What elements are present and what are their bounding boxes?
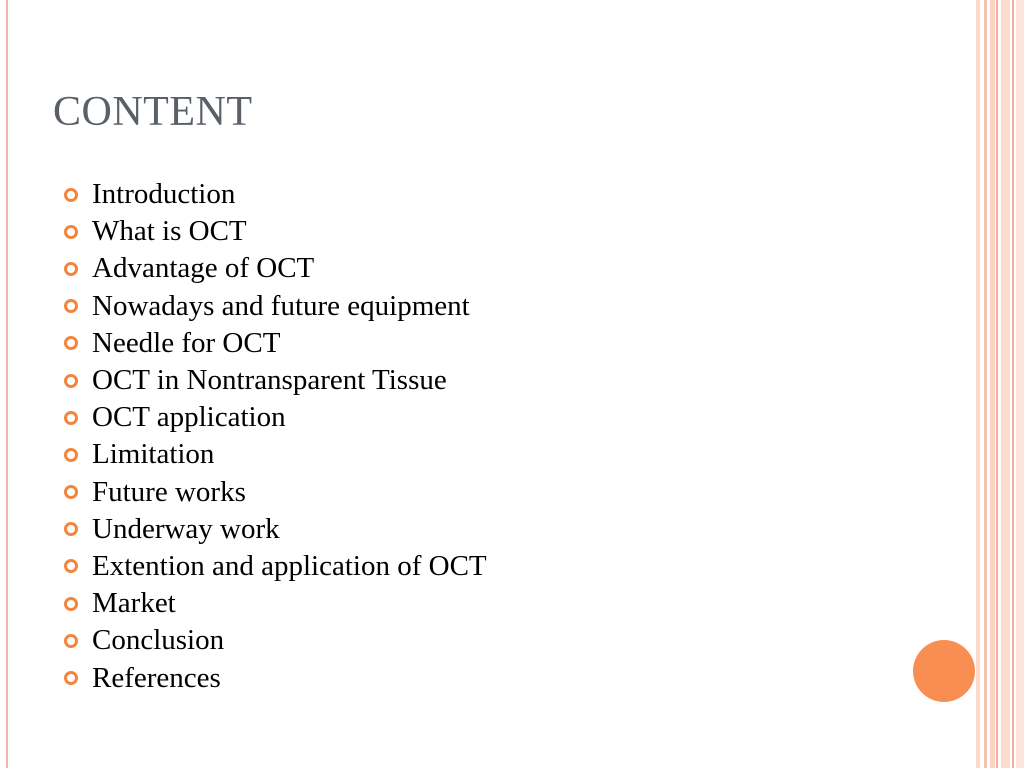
list-item — [64, 176, 487, 213]
slide-title: CONTENT — [53, 89, 253, 135]
list-item-label: Limitation — [92, 438, 215, 471]
list-item-label: Underway work — [92, 512, 280, 545]
list-item-label: Future works — [92, 475, 246, 508]
list-item — [64, 436, 487, 473]
bullet-icon — [64, 559, 78, 573]
right-decor-stripe — [1016, 0, 1024, 768]
list-item — [64, 548, 487, 585]
right-decor-stripe — [996, 0, 998, 768]
bullet-icon — [64, 225, 78, 239]
bullet-icon — [64, 671, 78, 685]
bullet-icon — [64, 374, 78, 388]
list-item-label: Nowadays and future equipment — [92, 289, 470, 322]
right-decor-stripe — [990, 0, 995, 768]
right-decor-stripe — [976, 0, 980, 768]
list-item-label: Introduction — [92, 178, 236, 211]
bullet-icon — [64, 634, 78, 648]
list-item-label: Market — [92, 587, 176, 620]
bullet-icon — [64, 336, 78, 350]
list-item — [64, 622, 487, 659]
list-item — [64, 213, 487, 250]
bullet-icon — [64, 448, 78, 462]
list-item-label: Extention and application of OCT — [92, 549, 487, 582]
bullet-icon — [64, 262, 78, 276]
list-item-label: Needle for OCT — [92, 326, 281, 359]
left-border-line — [6, 0, 8, 768]
right-decor-stripe — [984, 0, 987, 768]
list-item — [64, 659, 487, 696]
list-item-label: Conclusion — [92, 624, 225, 657]
list-item — [64, 474, 487, 511]
bullet-icon — [64, 597, 78, 611]
list-item — [64, 250, 487, 287]
list-item — [64, 288, 487, 325]
bullet-icon — [64, 485, 78, 499]
bullet-icon — [64, 188, 78, 202]
bullet-icon — [64, 522, 78, 536]
right-decor-stripe — [1001, 0, 1010, 768]
list-item — [64, 362, 487, 399]
list-item — [64, 585, 487, 622]
content-list — [64, 176, 487, 697]
bullet-icon — [64, 299, 78, 313]
list-item-label: References — [92, 661, 221, 694]
list-item-label: What is OCT — [92, 215, 247, 248]
list-item-label: Advantage of OCT — [92, 252, 315, 285]
right-decor-stripe — [1012, 0, 1014, 768]
decorative-orange-circle — [913, 640, 975, 702]
list-item — [64, 325, 487, 362]
list-item — [64, 511, 487, 548]
list-item-label: OCT in Nontransparent Tissue — [92, 364, 447, 397]
bullet-icon — [64, 411, 78, 425]
list-item — [64, 399, 487, 436]
list-item-label: OCT application — [92, 401, 286, 434]
